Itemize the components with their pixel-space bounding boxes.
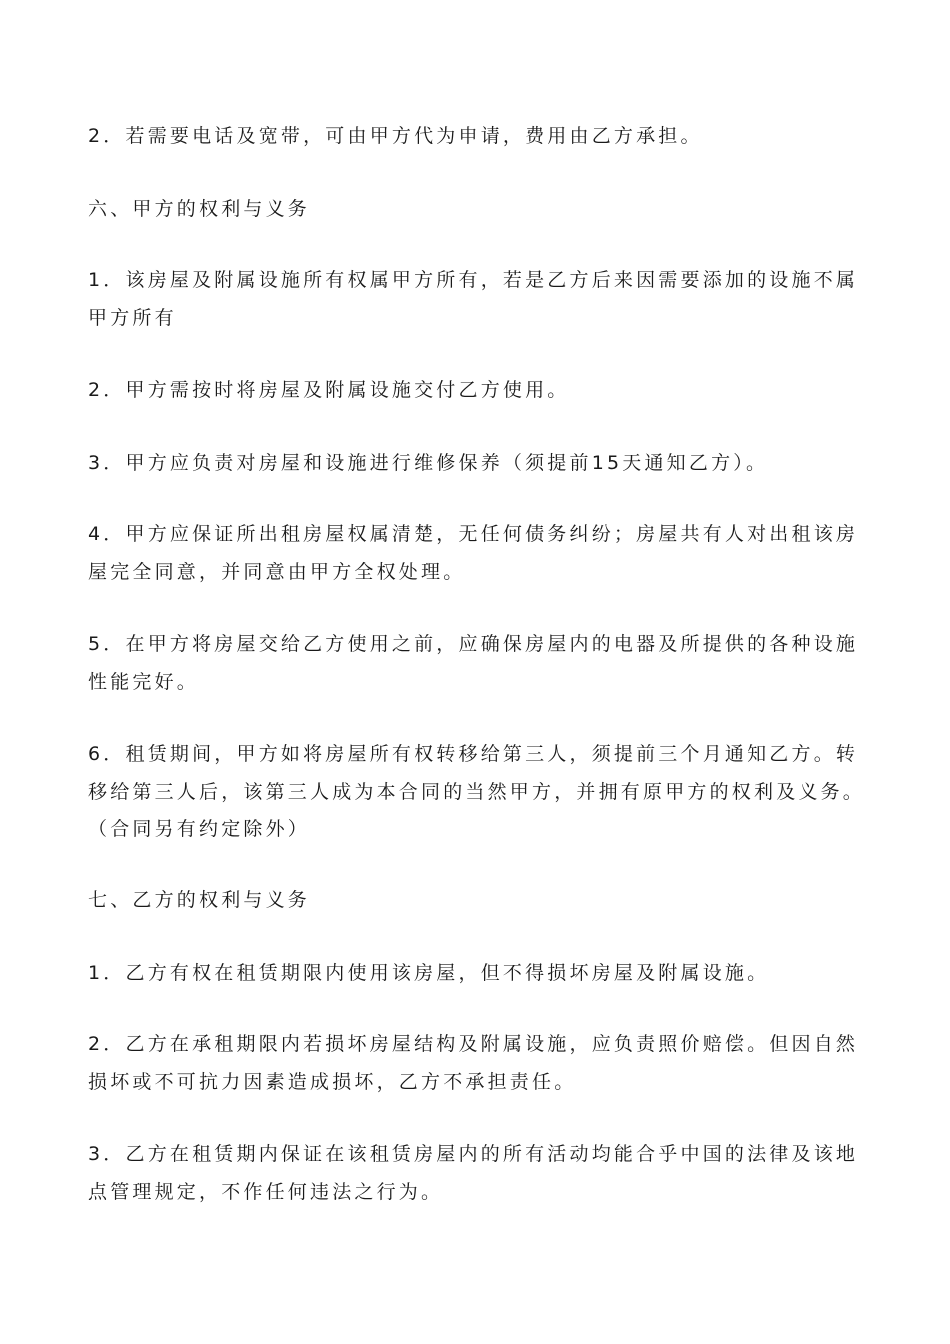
- clause-7-2-line-2: 损坏或不可抗力因素造成损坏，乙方不承担责任。: [88, 1071, 577, 1093]
- clause-6-3: 3．甲方应负责对房屋和设施进行维修保养（须提前15天通知乙方）。: [88, 452, 769, 474]
- clause-7-1: 1．乙方有权在租赁期限内使用该房屋，但不得损坏房屋及附属设施。: [88, 962, 770, 984]
- clause-6-6-line-2: 移给第三人后，该第三人成为本合同的当然甲方，并拥有原甲方的权利及义务。: [88, 781, 866, 803]
- clause-6-6-line-1: 6．租赁期间，甲方如将房屋所有权转移给第三人，须提前三个月通知乙方。转: [88, 743, 859, 765]
- clause-7-3-line-1: 3．乙方在租赁期内保证在该租赁房屋内的所有活动均能合乎中国的法律及该地: [88, 1143, 859, 1165]
- section-7-heading: 七、乙方的权利与义务: [88, 889, 311, 911]
- clause-7-2-line-1: 2．乙方在承租期限内若损坏房屋结构及附属设施，应负责照价赔偿。但因自然: [88, 1033, 859, 1055]
- clause-6-5-line-1: 5．在甲方将房屋交给乙方使用之前，应确保房屋内的电器及所提供的各种设施: [88, 633, 859, 655]
- clause-6-1-line-1: 1．该房屋及附属设施所有权属甲方所有，若是乙方后来因需要添加的设施不属: [88, 269, 859, 291]
- clause-6-2: 2．甲方需按时将房屋及附属设施交付乙方使用。: [88, 379, 570, 401]
- clause-6-4-line-1: 4．甲方应保证所出租房屋权属清楚，无任何债务纠纷；房屋共有人对出租该房: [88, 523, 859, 545]
- clause-6-5-line-2: 性能完好。: [88, 671, 200, 693]
- clause-6-1-line-2: 甲方所有: [88, 307, 177, 329]
- clause-7-3-line-2: 点管理规定，不作任何违法之行为。: [88, 1181, 444, 1203]
- clause-6-4-line-2: 屋完全同意，并同意由甲方全权处理。: [88, 561, 466, 583]
- section-6-heading: 六、甲方的权利与义务: [88, 198, 311, 220]
- clause-6-6-line-3: （合同另有约定除外）: [88, 818, 311, 840]
- clause-5-2: 2．若需要电话及宽带，可由甲方代为申请，费用由乙方承担。: [88, 125, 703, 147]
